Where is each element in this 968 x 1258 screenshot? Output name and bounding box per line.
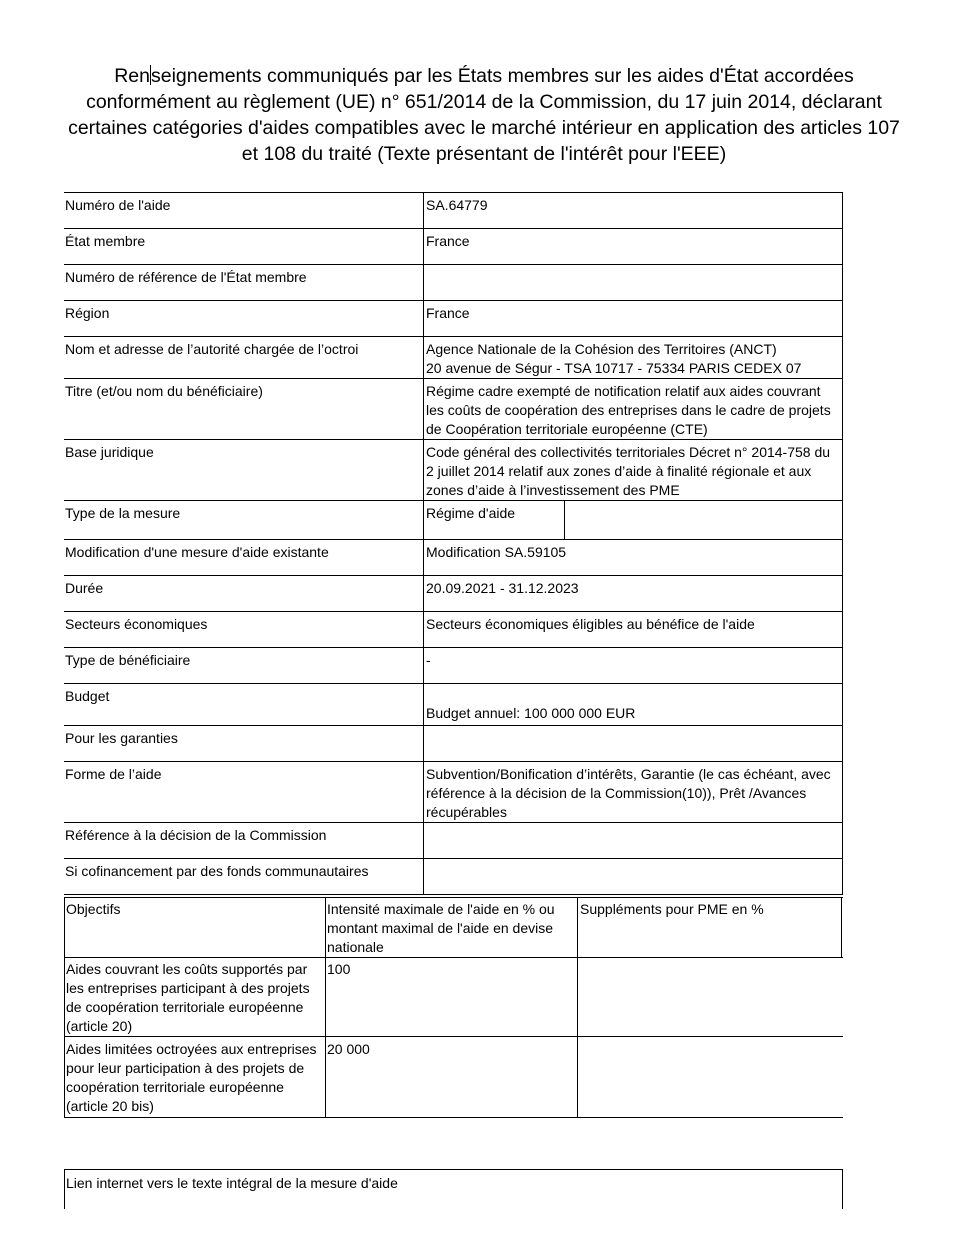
row-label: Titre (et/ou nom du bénéficiaire) — [65, 383, 263, 399]
row-duration — [64, 575, 843, 612]
full-text-link-label: Lien internet vers le texte intégral de la mesure d'aide — [66, 1175, 398, 1191]
row-value: - — [423, 648, 835, 684]
row-label: Région — [65, 305, 110, 321]
row-value: Secteurs économiques éligibles au bénéfice de l'aide — [423, 612, 835, 648]
row-commission-decision — [64, 822, 843, 859]
row-value: France — [423, 301, 835, 337]
table-line — [841, 897, 842, 957]
budget-value: Budget annuel: 100 000 000 EUR — [426, 705, 636, 721]
row-value: Régime cadre exempté de notification relatif aux aides couvrant les coûts de coopération des entreprises dans le cadre de projets de Coopération territoriale européenne (CTE) — [423, 379, 835, 440]
row-economic-sectors — [64, 611, 843, 648]
table-line — [64, 957, 843, 958]
row-value — [423, 265, 835, 301]
row-value — [423, 726, 835, 762]
row-label: Budget — [65, 688, 110, 704]
row-budget — [64, 683, 843, 726]
row-value: Code général des collectivités territoriales Décret n° 2014-758 du 2 juillet 2014 relatif aux zones d’aide à finalité régionale et aux zones d’aide à l’investissement des PME — [423, 440, 835, 501]
document-title — [60, 63, 908, 167]
full-text-link-row — [64, 1169, 843, 1209]
row-cofinancing — [64, 858, 843, 895]
row-granting-authority — [64, 336, 843, 379]
title-part-1: Ren — [114, 65, 150, 87]
table-line — [325, 897, 326, 1117]
table-line — [64, 897, 843, 898]
row-label: Secteurs économiques — [65, 616, 208, 632]
row-value: SA.64779 — [423, 193, 835, 229]
row-aid-form — [64, 761, 843, 823]
row-title — [64, 378, 843, 440]
title-part-2: seignements communiqués par les États membres sur les aides d'État accordées conformément au règlement (UE) n° 651/2014 de la Commission, du 17 juin 2014, déclarant certaines catégories d'aides compatibles avec le marché intérieur en application des articles 107 et 108 du traité (Texte présentant de l'intérêt pour l'EEE) — [68, 65, 900, 165]
row-value: Subvention/Bonification d’intérêts, Garantie (le cas échéant, avec référence à la décision de la Commission(10)), Prêt /Avances récupérables — [423, 762, 835, 823]
row-aid-number — [64, 192, 843, 229]
row-label: Durée — [65, 580, 104, 596]
row-label: Type de bénéficiaire — [65, 652, 191, 668]
row-guarantees — [64, 725, 843, 762]
row-legal-basis — [64, 439, 843, 501]
row-label: Forme de l’aide — [65, 766, 162, 782]
header-sme-bonus: Suppléments pour PME en % — [580, 901, 764, 917]
authority-name: Agence Nationale de la Cohésion des Territoires (ANCT) — [426, 341, 777, 357]
row-label: Numéro de l'aide — [65, 197, 171, 213]
row-value — [423, 501, 835, 540]
objective-cell: Aides couvrant les coûts supportés par les entreprises participant à des projets de coopération territoriale européenne (article 20) — [66, 961, 310, 1034]
intensity-cell: 20 000 — [327, 1041, 370, 1057]
row-value: France — [423, 229, 835, 265]
row-label: Référence à la décision de la Commission — [65, 827, 327, 843]
table-line — [64, 897, 65, 1117]
row-region — [64, 300, 843, 337]
table-line — [64, 1117, 843, 1118]
row-modification — [64, 539, 843, 576]
cell-divider — [564, 501, 565, 540]
authority-address: 20 avenue de Ségur - TSA 10717 - 75334 PARIS CEDEX 07 — [426, 360, 802, 376]
row-label: Type de la mesure — [65, 505, 181, 521]
row-measure-type — [64, 500, 843, 540]
row-member-state-reference — [64, 264, 843, 301]
row-label: Numéro de référence de l'État membre — [65, 269, 307, 285]
measure-type-value: Régime d'aide — [426, 505, 516, 521]
table-line — [577, 897, 578, 1117]
row-label: Base juridique — [65, 444, 154, 460]
row-label: Pour les garanties — [65, 730, 178, 746]
row-label: Nom et adresse de l’autorité chargée de l’octroi — [65, 341, 359, 357]
row-value: 20.09.2021 - 31.12.2023 — [423, 576, 835, 612]
row-value — [423, 859, 835, 895]
header-objectives: Objectifs — [66, 901, 121, 917]
row-value — [423, 823, 835, 859]
row-label: Si cofinancement par des fonds communautaires — [65, 863, 369, 879]
row-label: Modification d'une mesure d'aide existante — [65, 544, 329, 560]
row-label: État membre — [65, 233, 146, 249]
row-beneficiary-type — [64, 647, 843, 684]
row-value: Modification SA.59105 — [423, 540, 835, 576]
header-max-intensity: Intensité maximale de l'aide en % ou montant maximal de l'aide en devise nationale — [327, 901, 555, 955]
table-line — [64, 1036, 843, 1037]
row-value — [423, 337, 835, 379]
row-value — [423, 684, 835, 726]
objective-cell: Aides limitées octroyées aux entreprises pour leur participation à des projets de coopération territoriale européenne (article 20 bis) — [66, 1041, 317, 1114]
row-member-state — [64, 228, 843, 265]
table-line — [64, 894, 843, 895]
intensity-cell: 100 — [327, 961, 351, 977]
